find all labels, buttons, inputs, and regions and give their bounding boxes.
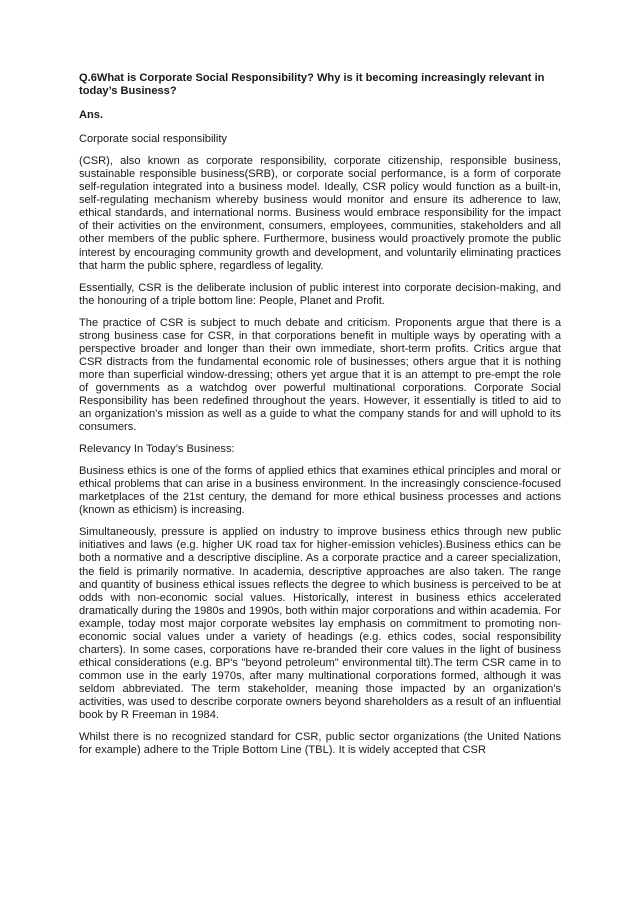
paragraph-csr-debate: The practice of CSR is subject to much debate and criticism. Proponents argue that there is a strong business case for CSR, in that corporations benefit in multiple ways by operating with a perspective broader and longer than their own immediate, short-term profits. Critics argue that CSR distracts from the fundamental economic role of businesses; others argue that it is nothing more than superficial window-dressing; others yet argue that it is an attempt to pre-empt the role of governments as a watchdog over powerful multinational corporations. Corporate Social Responsibility has been redefined throughout the years. However, it essentially is titled to aid to an organization's mission as well as a guide to what the company stands for and will uphold to its consumers. <box>79 316 561 434</box>
document-body <box>79 72 561 766</box>
paragraph-standards: Whilst there is no recognized standard for CSR, public sector organizations (the United Nations for example) adhere to the Triple Bottom Line (TBL). It is widely accepted that CSR <box>79 731 561 757</box>
paragraph-csr-term: Corporate social responsibility <box>79 133 227 146</box>
relevancy-heading: Relevancy In Today’s Business: <box>79 443 235 456</box>
paragraph-industry-pressure: Simultaneously, pressure is applied on industry to improve business ethics through new public initiatives and laws (e.g. higher UK road tax for higher-emission vehicles).Business ethics can be both a normative and a descriptive discipline. As a corporate practice and a career specialization, the field is primarily normative. In academia, descriptive approaches are also taken. The range and quantity of business ethical issues reflects the degree to which business is perceived to be at odds with non-economic social values. Historically, interest in business ethics accelerated dramatically during the 1980s and 1990s, both within major corporations and within academia. For example, today most major corporate websites lay emphasis on commitment to promoting non-economic social values under a variety of headings (e.g. ethics codes, social responsibility charters). In some cases, corporations have re-branded their core values in the light of business ethical considerations (e.g. BP's "beyond petroleum" environmental tilt).The term CSR came in to common use in the early 1970s, after many multinational corporations formed, although it was seldom abbreviated. The term stakeholder, meaning those impacted by an organization's activities, was used to describe corporate owners beyond shareholders as a result of an influential book by R Freeman in 1984. <box>79 526 561 722</box>
paragraph-triple-bottom-line: Essentially, CSR is the deliberate inclusion of public interest into corporate decision-making, and the honouring of a triple bottom line: People, Planet and Profit. <box>79 281 561 307</box>
question-heading: Q.6What is Corporate Social Responsibility? Why is it becoming increasingly relevant in today’s Business? <box>79 72 545 98</box>
paragraph-business-ethics: Business ethics is one of the forms of applied ethics that examines ethical principles and moral or ethical problems that can arise in a business environment. In the increasingly conscience-focused marketplaces of the 21st century, the demand for more ethical business processes and actions (known as ethicism) is increasing. <box>79 465 561 517</box>
answer-label: Ans. <box>79 109 104 122</box>
paragraph-csr-definition: (CSR), also known as corporate responsibility, corporate citizenship, responsible business, sustainable responsible business(SRB), or corporate social performance, is a form of corporate self-regulation integrated into a business model. Ideally, CSR policy would function as a built-in, self-regulating mechanism whereby business would monitor and ensure its adherence to law, ethical standards, and international norms. Business would embrace responsibility for the impact of their activities on the environment, consumers, employees, communities, stakeholders and all other members of the public sphere. Furthermore, business would proactively promote the public interest by encouraging community growth and development, and voluntarily eliminating practices that harm the public sphere, regardless of legality. <box>79 155 561 272</box>
